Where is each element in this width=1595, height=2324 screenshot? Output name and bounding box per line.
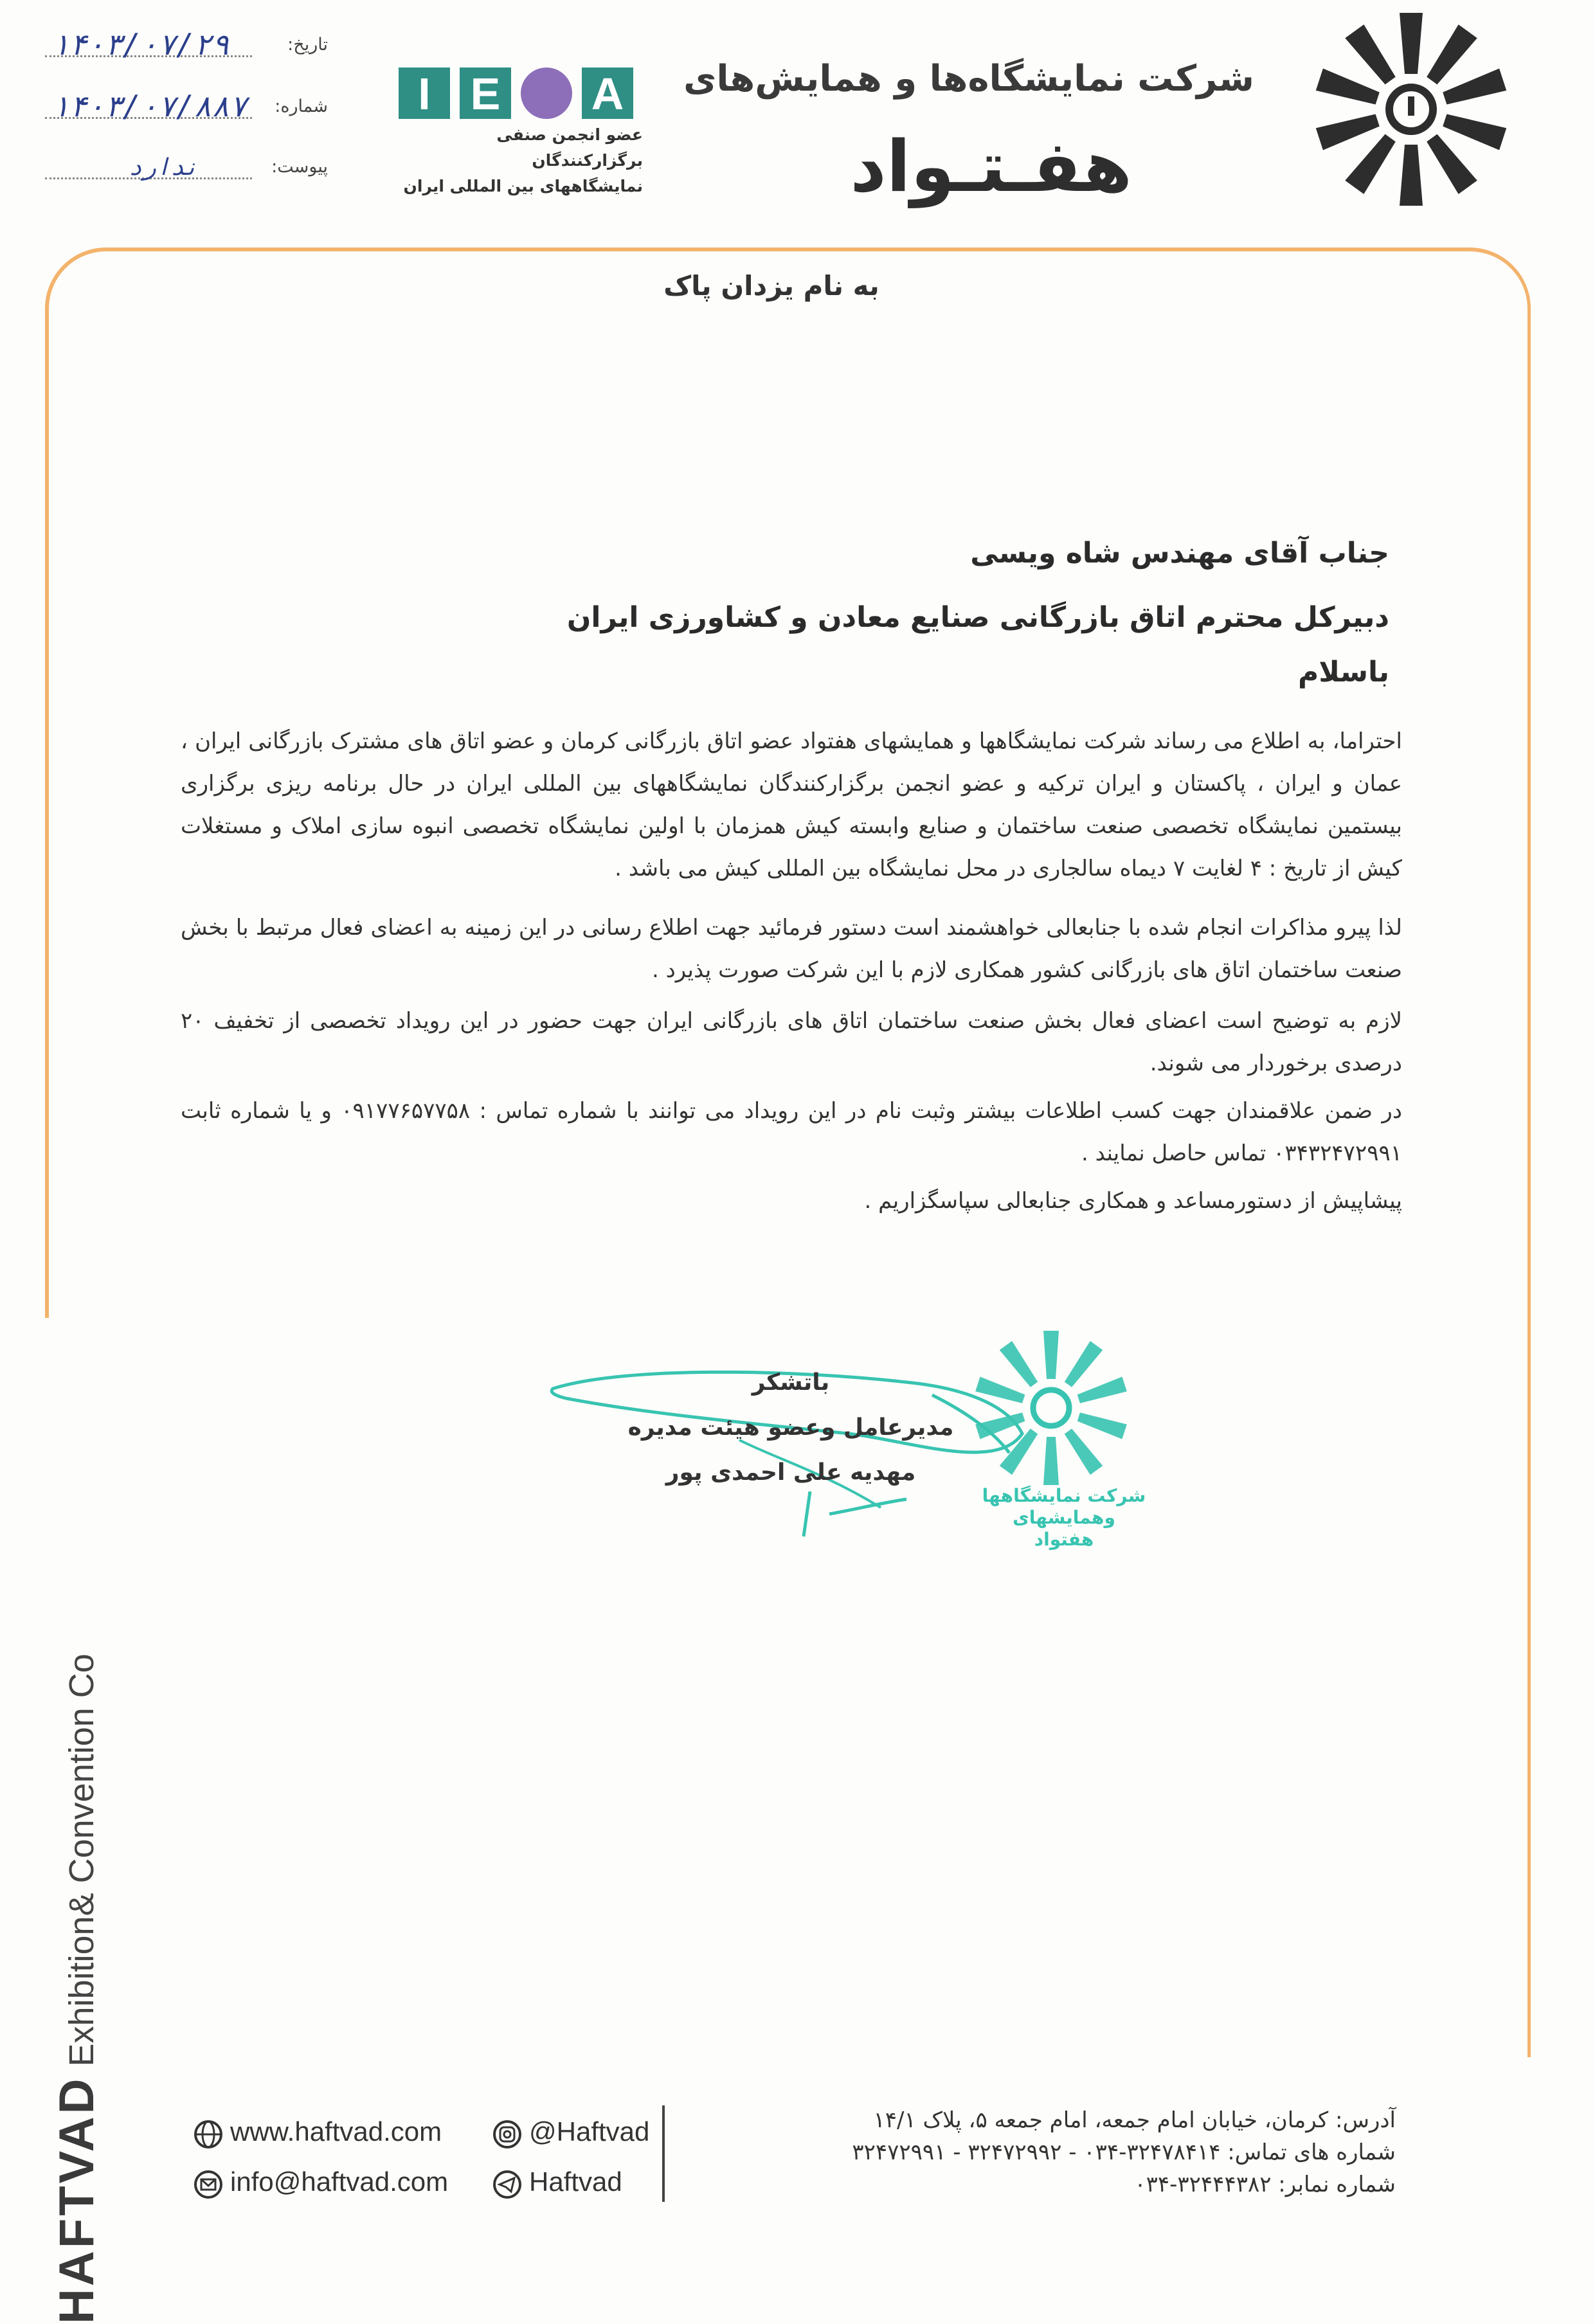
greeting: باسلام — [1298, 656, 1389, 689]
email-text: info@haftvad.com — [230, 2166, 449, 2197]
stamp-text-line1: شرکت نمایشگاهها وهمایشهای — [982, 1485, 1146, 1528]
globe-icon — [193, 2119, 224, 2150]
footer-address: آدرس: کرمان، خیابان امام جمعه، امام جمعه ۵، پلاک ۱۴/۱ — [873, 2107, 1396, 2133]
footer-fax: شماره نمابر: ۳۲۴۴۴۳۸۲-۰۳۴ — [1134, 2172, 1396, 2197]
date-label: تاریخ: — [287, 35, 328, 55]
recipient-line2: دبیرکل محترم اتاق بازرگانی صنایع معادن و کشاورزی ایران — [566, 601, 1389, 634]
ieoa-caption-line2: نمایشگاههای بین المللی ایران — [403, 177, 643, 195]
footer-phones: شماره های تماس: ۳۲۴۷۸۴۱۴-۰۳۴ - ۳۲۴۷۲۹۹۲ - ۳۲۴۷۲۹۹۱ — [852, 2139, 1396, 2165]
ieoa-logo — [399, 61, 640, 125]
email-link[interactable] — [193, 2165, 489, 2204]
instagram-link[interactable] — [492, 2115, 650, 2154]
company-logo — [1299, 0, 1524, 219]
side-brand: HAFTVAD — [50, 2076, 104, 2324]
instagram-icon — [492, 2119, 523, 2150]
signature-closing: باتشکر — [752, 1369, 830, 1396]
ieoa-caption — [386, 122, 643, 199]
telegram-link[interactable] — [492, 2165, 646, 2204]
basmala: به نام یزدان پاک — [663, 270, 879, 302]
mail-icon — [193, 2169, 224, 2200]
paragraph-4: در ضمن علاقمندان جهت کسب اطلاعات بیشتر وثبت نام در این رویداد می توانند با شماره تماس : ۰۹۱۷۷۶۵۷۷۵۸ و یا شماره ثابت ۰۳۴۳۲۴۷۲۹۹۱ تماس حاصل نمایند . — [181, 1098, 1402, 1166]
number-label: شماره: — [275, 96, 328, 116]
company-name: شرکت نمایشگاه‌ها و همایش‌های — [683, 58, 1254, 100]
signatory-title: مدیرعامل وعضو هیئت مدیره — [627, 1414, 954, 1441]
date-field — [45, 27, 328, 66]
telegram-icon — [492, 2169, 523, 2200]
stamp-text-line2: هفتواد — [1034, 1529, 1094, 1550]
website-link[interactable] — [193, 2115, 489, 2154]
ieoa-letter-e: E — [470, 69, 501, 119]
paragraph-5: پیشاپیش از دستورمساعد و همکاری جنابعالی سپاسگزاریم . — [864, 1188, 1402, 1214]
attachment-label: پیوست: — [271, 157, 328, 177]
telegram-text: Haftvad — [529, 2166, 622, 2197]
recipient-line1: جناب آقای مهندس شاه ویسی — [970, 537, 1389, 570]
paragraph-3: لازم به توضیح است اعضای فعال بخش صنعت ساختمان اتاق های بازرگانی ایران جهت حضور در این رویداد تخصصی از تخفیف ۲۰ درصدی برخوردار می شوند. — [181, 1008, 1402, 1076]
side-branding — [42, 1115, 113, 2324]
number-value: ۱۴۰۳/۰۷/۸۸۷ — [51, 89, 248, 123]
company-brand: هفـتـواد — [850, 125, 1132, 208]
paragraph-2: لذا پیرو مذاکرات انجام شده با جنابعالی خواهشمند است دستور فرمائید جهت اطلاع رسانی در این زمینه به اعضای فعال مرتبط با بخش صنعت ساختمان اتاق های بازرگانی کشور همکاری لازم با این شرکت صورت پذیرد . — [181, 915, 1402, 983]
ieoa-circle — [521, 68, 572, 119]
side-tagline: Exhibition& Convention Co — [62, 1653, 101, 2076]
ieoa-letter-a: A — [591, 69, 624, 119]
attachment-field — [45, 149, 328, 188]
signatory-name: مهدیه علی احمدی پور — [665, 1459, 916, 1486]
paragraph-1: احتراما، به اطلاع می رساند شرکت نمایشگاهها و همایشهای هفتواد عضو اتاق بازرگانی کرمان و عضو اتاق های مشترک بازرگانی ایران ، عمان و ایران ، پاکستان و ایران ترکیه و عضو انجمن برگزارکنندگان نمایشگاههای بین المللی ایران در حال برنامه ریزی برگزاری بیستمین نمایشگاه تخصصی صنعت ساختمان و صنایع وابسته کیش همزمان با اولین نمایشگاه تخصصی انبوه سازی املاک و مستغلات کیش از تاریخ : ۴ لغایت ۷ دیماه سالجاری در محل نمایشگاه بین المللی کیش می باشد . — [181, 728, 1402, 881]
number-field — [45, 89, 328, 127]
stamp-text — [939, 1485, 1189, 1551]
instagram-text: @Haftvad — [529, 2116, 650, 2147]
ieoa-letter-i: I — [418, 69, 431, 119]
attachment-value: ندارد — [129, 154, 199, 181]
date-value: ۱۴۰۳/۰۷/۲۹ — [51, 27, 230, 62]
ieoa-caption-line1: عضو انجمن صنفی برگزارکنندگان — [496, 125, 643, 170]
website-text: www.haftvad.com — [230, 2116, 442, 2147]
